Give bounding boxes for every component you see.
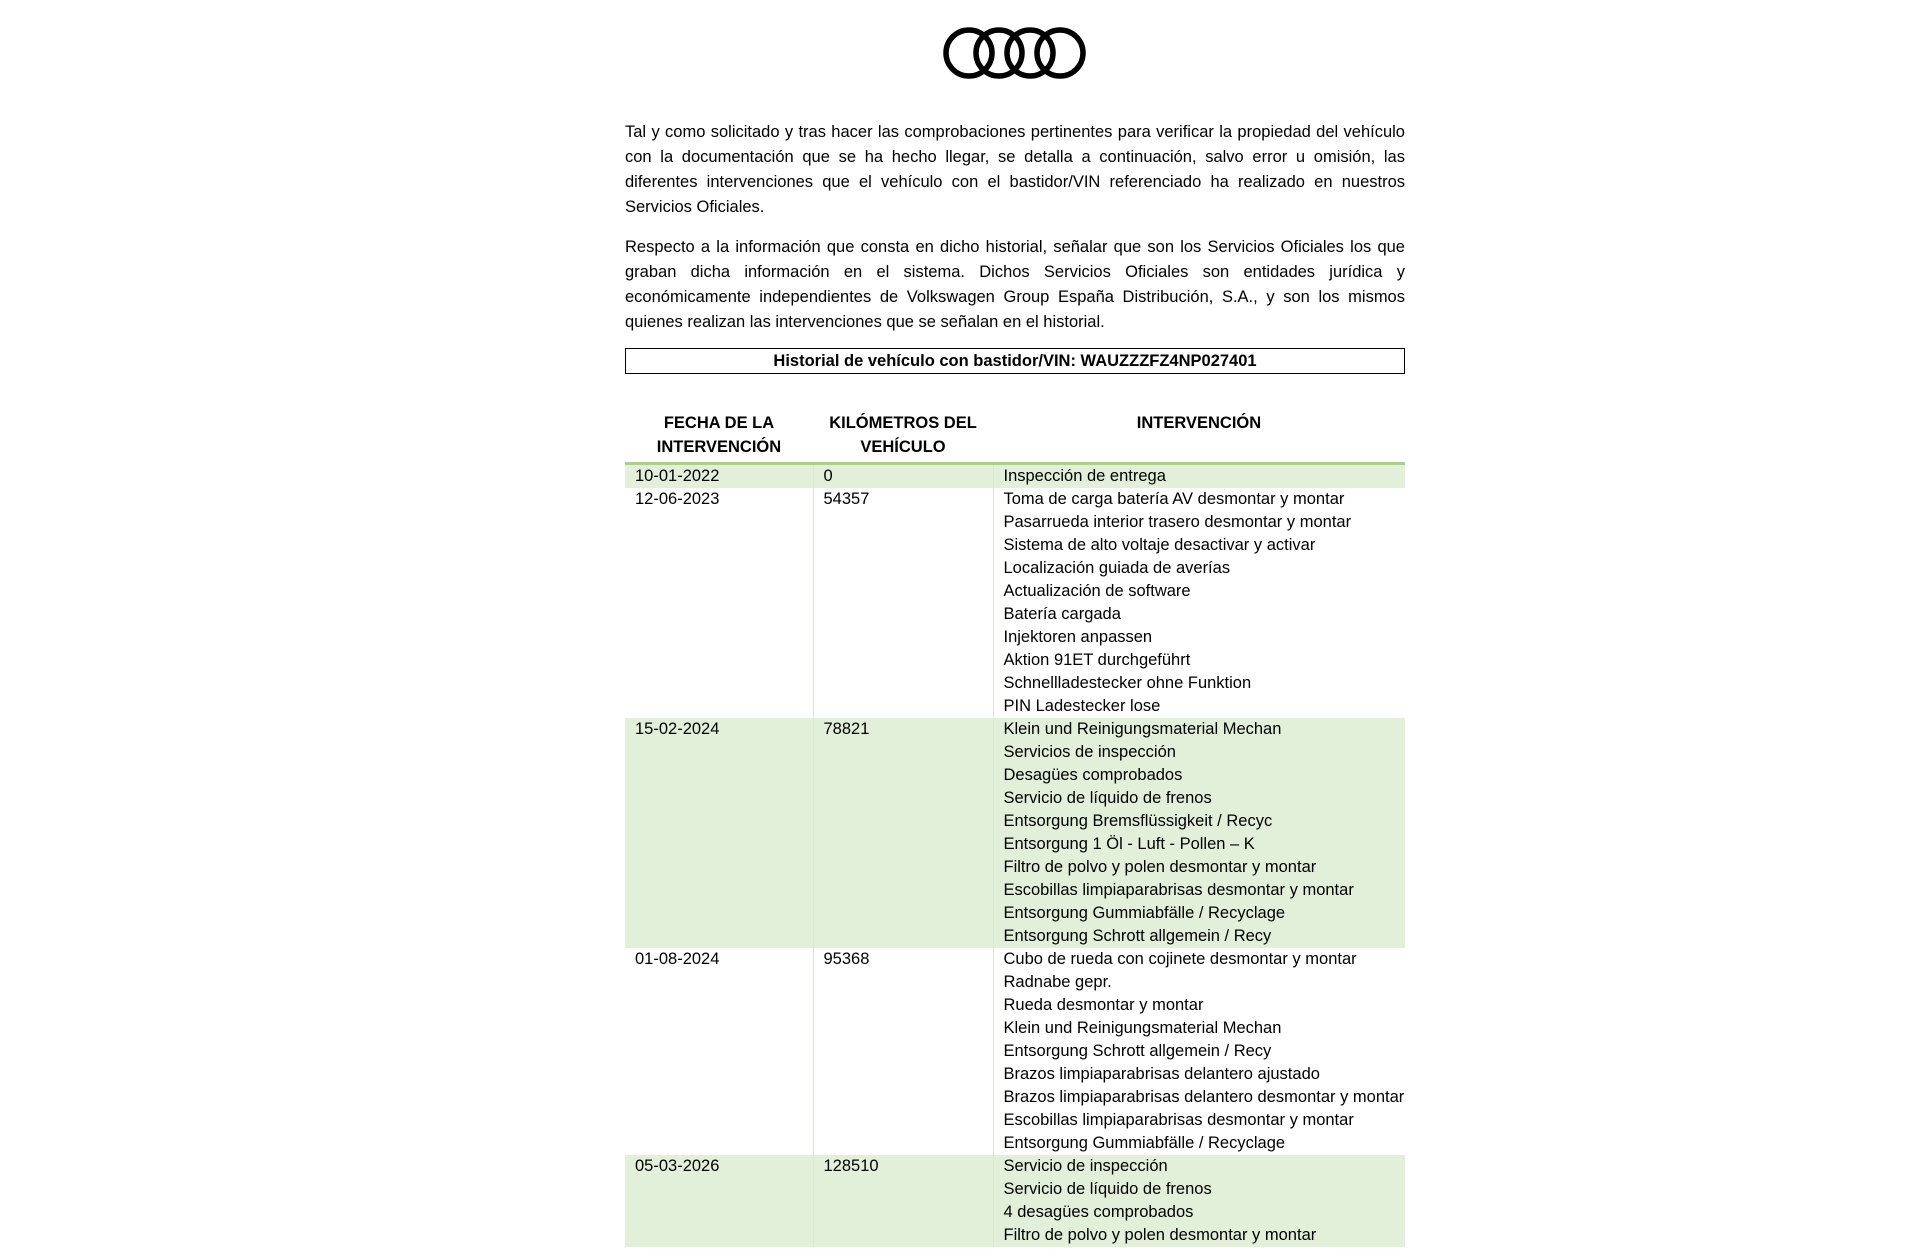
intervention-item: Pasarrueda interior trasero desmontar y montar <box>1003 513 1352 531</box>
intervention-item: Servicio de líquido de frenos <box>1003 1180 1212 1198</box>
intervention-item: Entsorgung Schrott allgemein / Recy <box>1003 927 1272 945</box>
intervention-item: Entsorgung Bremsflüssigkeit / Recyc <box>1003 812 1273 830</box>
row-date: 05-03-2026 <box>625 1155 813 1247</box>
row-interventions <box>993 948 1405 1155</box>
table-row <box>625 718 1405 948</box>
intervention-item: 4 desagües comprobados <box>1003 1203 1194 1221</box>
intervention-item: Klein und Reinigungsmaterial Mechan <box>1003 720 1282 738</box>
header-date-line1: FECHA DE LA <box>663 414 775 432</box>
row-interventions <box>993 464 1405 489</box>
row-date: 15-02-2024 <box>625 718 813 948</box>
intervention-item: Entsorgung Schrott allgemein / Recy <box>1003 1042 1272 1060</box>
intervention-item: Entsorgung Gummiabfälle / Recyclage <box>1003 904 1286 922</box>
table-row <box>625 1155 1405 1247</box>
table-row <box>625 488 1405 718</box>
intervention-item: Sistema de alto voltaje desactivar y activar <box>1003 536 1316 554</box>
table-header-row <box>625 408 1405 464</box>
document-page <box>625 0 1405 1260</box>
row-km: 0 <box>813 464 993 489</box>
header-date-line2: INTERVENCIÓN <box>656 438 782 456</box>
intervention-item: Klein und Reinigungsmaterial Mechan <box>1003 1019 1282 1037</box>
intervention-item: Servicio de inspección <box>1003 1157 1168 1175</box>
intervention-item: Cubo de rueda con cojinete desmontar y montar <box>1003 950 1357 968</box>
row-km: 128510 <box>813 1155 993 1247</box>
row-km: 78821 <box>813 718 993 948</box>
intervention-item: Toma de carga batería AV desmontar y montar <box>1003 490 1345 508</box>
header-km-line2: VEHÍCULO <box>860 438 946 456</box>
intervention-item: Escobillas limpiaparabrisas desmontar y montar <box>1003 881 1354 899</box>
intervention-item: Escobillas limpiaparabrisas desmontar y montar <box>1003 1111 1354 1129</box>
intervention-item: Brazos limpiaparabrisas delantero desmontar y montar <box>1003 1088 1405 1106</box>
header-intervention <box>993 408 1405 464</box>
history-table <box>625 408 1405 1247</box>
intervention-item: PIN Ladestecker lose <box>1003 697 1161 715</box>
history-title: Historial de vehículo con bastidor/VIN: WAUZZZFZ4NP027401 <box>625 348 1405 374</box>
intervention-item: Entsorgung Gummiabfälle / Recyclage <box>1003 1134 1286 1152</box>
row-date: 12-06-2023 <box>635 490 720 508</box>
intervention-item: Injektoren anpassen <box>1003 628 1153 646</box>
row-interventions <box>993 488 1405 718</box>
table-row <box>625 948 1405 1155</box>
header-intervention-label: INTERVENCIÓN <box>1136 414 1262 432</box>
intervention-item: Desagües comprobados <box>1003 766 1183 784</box>
history-table-body <box>625 464 1405 1248</box>
intervention-item: Entsorgung 1 Öl - Luft - Pollen – K <box>1003 835 1255 853</box>
row-date: 10-01-2022 <box>625 464 813 489</box>
four-rings-logo-icon <box>942 25 1087 81</box>
intervention-item: Inspección de entrega <box>1003 467 1166 485</box>
header-date <box>625 408 813 464</box>
row-interventions <box>993 1155 1405 1247</box>
row-interventions <box>993 718 1405 948</box>
intervention-item: Actualización de software <box>1003 582 1191 600</box>
intervention-item: Servicio de líquido de frenos <box>1003 789 1212 807</box>
intervention-item: Localización guiada de averías <box>1003 559 1231 577</box>
intervention-item: Schnellladestecker ohne Funktion <box>1003 674 1252 692</box>
header-km-line1: KILÓMETROS DEL <box>829 414 977 432</box>
header-km <box>813 408 993 464</box>
intervention-item: Radnabe gepr. <box>1003 973 1112 991</box>
intervention-item: Batería cargada <box>1003 605 1121 623</box>
intervention-item: Aktion 91ET durchgeführt <box>1003 651 1191 669</box>
table-row <box>625 464 1405 489</box>
intervention-item: Filtro de polvo y polen desmontar y montar <box>1003 1226 1317 1244</box>
intervention-item: Servicios de inspección <box>1003 743 1176 761</box>
intro-paragraph: Tal y como solicitado y tras hacer las comprobaciones pertinentes para verificar la propiedad del vehículo con la documentación que se ha hecho llegar, se detalla a continuación, salvo error u omisión, las diferentes intervenciones que el vehículo con el bastidor/VIN referenciado ha realizado en nuestros Servicios Oficiales. <box>625 123 1405 216</box>
intervention-item: Filtro de polvo y polen desmontar y montar <box>1003 858 1317 876</box>
disclaimer-paragraph: Respecto a la información que consta en dicho historial, señalar que son los Servicios Oficiales los que graban dicha información en el sistema. Dichos Servicios Oficiales son entidades jurídica y económicamente independientes de Volkswagen Group España Distribución, S.A., y son los mismos quienes realizan las intervenciones que se señalan en el historial. <box>625 238 1405 331</box>
intervention-item: Brazos limpiaparabrisas delantero ajustado <box>1003 1065 1320 1083</box>
intervention-item: Rueda desmontar y montar <box>1003 996 1204 1014</box>
row-km: 54357 <box>813 488 993 718</box>
row-km: 95368 <box>813 948 993 1155</box>
row-date: 01-08-2024 <box>635 950 720 968</box>
